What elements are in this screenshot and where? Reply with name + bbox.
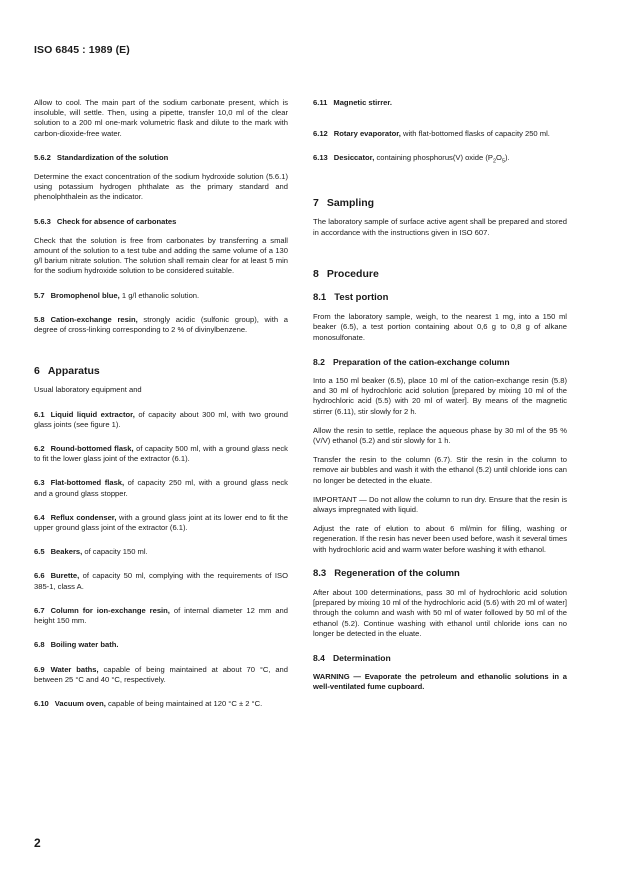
paragraph-5-6-2: Determine the exact concentration of the sodium hydroxide solution (5.6.1) using potassium hydrogen phthalate as the primary standard and phenolphthalein as the indicator.	[34, 172, 288, 202]
item-6-9: 6.9 Water baths, capable of being maintained at about 70 °C, and between 25 °C and 40 °C, respectively.	[34, 664, 288, 684]
section-7-paragraph: The laboratory sample of surface active agent shall be prepared and stored in accordance with the instructions given in ISO 607.	[313, 217, 567, 237]
heading-8-4: 8.4 Determination	[313, 653, 391, 664]
item-5-7: 5.7 Bromophenol blue, 1 g/l ethanolic solution.	[34, 290, 200, 300]
paragraph-8-2-c: Transfer the resin to the column (6.7). Stir the resin in the column to remove air bubbles and wash it with the ethanol (5.2) until chloride ions can no longer be detected in the eluate.	[313, 455, 567, 485]
item-6-5: 6.5 Beakers, of capacity 150 ml.	[34, 547, 148, 557]
warning-8-4: WARNING — Evaporate the petroleum and ethanolic solutions in a well-ventilated fume cupboard.	[313, 672, 567, 692]
item-6-7: 6.7 Column for ion-exchange resin, of internal diameter 12 mm and height 150 mm.	[34, 605, 288, 626]
paragraph-8-2-b: Allow the resin to settle, replace the aqueous phase by 30 ml of the 95 % (V/V) ethanol (5.2) and stir slowly for 1 h.	[313, 425, 567, 445]
item-5-8: 5.8 Cation-exchange resin, strongly acidic (sulfonic group), with a degree of cross-linking corresponding to 2 % of divinylbenzene.	[34, 314, 288, 335]
item-6-6: 6.6 Burette, of capacity 50 ml, complying with the requirements of ISO 385-1, class A.	[34, 571, 288, 591]
item-6-10: 6.10 Vacuum oven, capable of being maintained at 120 °C ± 2 °C.	[34, 698, 263, 708]
section-7-heading: 7 Sampling	[313, 197, 375, 210]
paragraph-8-2-d: Adjust the rate of elution to about 6 ml/min for filling, washing or regeneration. If the resin has never been used before, wash it several times with hydrochloric acid and warm water before washing it with ethanol.	[313, 524, 567, 554]
paragraph-8-2-a: Into a 150 ml beaker (6.5), place 10 ml of the cation-exchange resin (5.8) and 30 ml of hydrochloric acid solution [prepared by mixing 10 ml of the hydrochloric acid (5.5) with 20 ml of water]. By means of the magnetic stirrer (6.11), stir slowly for 2 h.	[313, 375, 567, 416]
section-8-heading: 8 Procedure	[313, 267, 379, 280]
section-6-intro: Usual laboratory equipment and	[34, 385, 142, 395]
item-6-12: 6.12 Rotary evaporator, with flat-bottomed flasks of capacity 250 ml.	[313, 129, 550, 139]
heading-5-6-2: 5.6.2 Standardization of the solution	[34, 152, 169, 162]
paragraph-8-3: After about 100 determinations, pass 30 ml of hydrochloric acid solution [prepared by mixing 10 ml of the hydrochloric acid (5.6) with 20 ml of water] through the column and wash with 50 ml of water followed by 50 ml of the ethanol (5.2). Continue washing with ethanol until chloride ions can no longer be detected in the eluate.	[313, 588, 567, 638]
item-6-3: 6.3 Flat-bottomed flask, of capacity 250 ml, with a ground glass neck and a ground glass stopper.	[34, 478, 288, 498]
section-6-heading: 6 Apparatus	[34, 365, 100, 378]
heading-8-2: 8.2 Preparation of the cation-exchange column	[313, 356, 510, 367]
heading-5-6-3: 5.6.3 Check for absence of carbonates	[34, 216, 177, 226]
item-6-11: 6.11 Magnetic stirrer.	[313, 98, 393, 107]
heading-8-1: 8.1 Test portion	[313, 291, 389, 303]
item-6-13: 6.13 Desiccator, containing phosphorus(V) oxide $(P_2O_5)$.	[313, 153, 510, 165]
intro-paragraph: Allow to cool. The main part of the sodium carbonate present, which is insoluble, will settle. Then, using a pipette, transfer 10,0 ml of the clear solution to a 200 ml one-mark volumetric flask and dilute to the mark with carbon-dioxide-free water.	[34, 98, 288, 138]
right-column	[313, 98, 567, 693]
page-number: 2	[34, 836, 41, 850]
item-6-2: 6.2 Round-bottomed flask, of capacity 500 ml, with a ground glass neck to fit the lower glass joint of the extractor (6.1).	[34, 444, 288, 464]
item-6-8: 6.8 Boiling water bath.	[34, 640, 119, 650]
paragraph-8-2-important: IMPORTANT — Do not allow the column to run dry. Ensure that the resin is always impregnated with liquid.	[313, 494, 567, 514]
item-6-1: 6.1 Liquid liquid extractor, of capacity about 300 ml, with two ground glass joints (see figure 1).	[34, 409, 288, 429]
paragraph-8-1: From the laboratory sample, weigh, to the nearest 1 mg, into a 150 ml beaker (6.5), a test portion containing about 0,6 g to 0,8 g of alkane monosulfonate.	[313, 312, 567, 342]
document-header: ISO 6845 : 1989 (E)	[34, 44, 130, 56]
left-column	[34, 98, 288, 718]
item-6-4: 6.4 Reflux condenser, with a ground glass joint at its lower end to fit the upper ground glass joint of the extractor (6.1).	[34, 512, 288, 533]
paragraph-5-6-3: Check that the solution is free from carbonates by transferring a small amount of the solution to a test tube and adding the same volume of a 130 g/l barium nitrate solution. The solution shall remain clear for at least 5 min for the sodium hydroxide solution to be considered suitable.	[34, 235, 288, 276]
heading-8-3: 8.3 Regeneration of the column	[313, 567, 460, 579]
